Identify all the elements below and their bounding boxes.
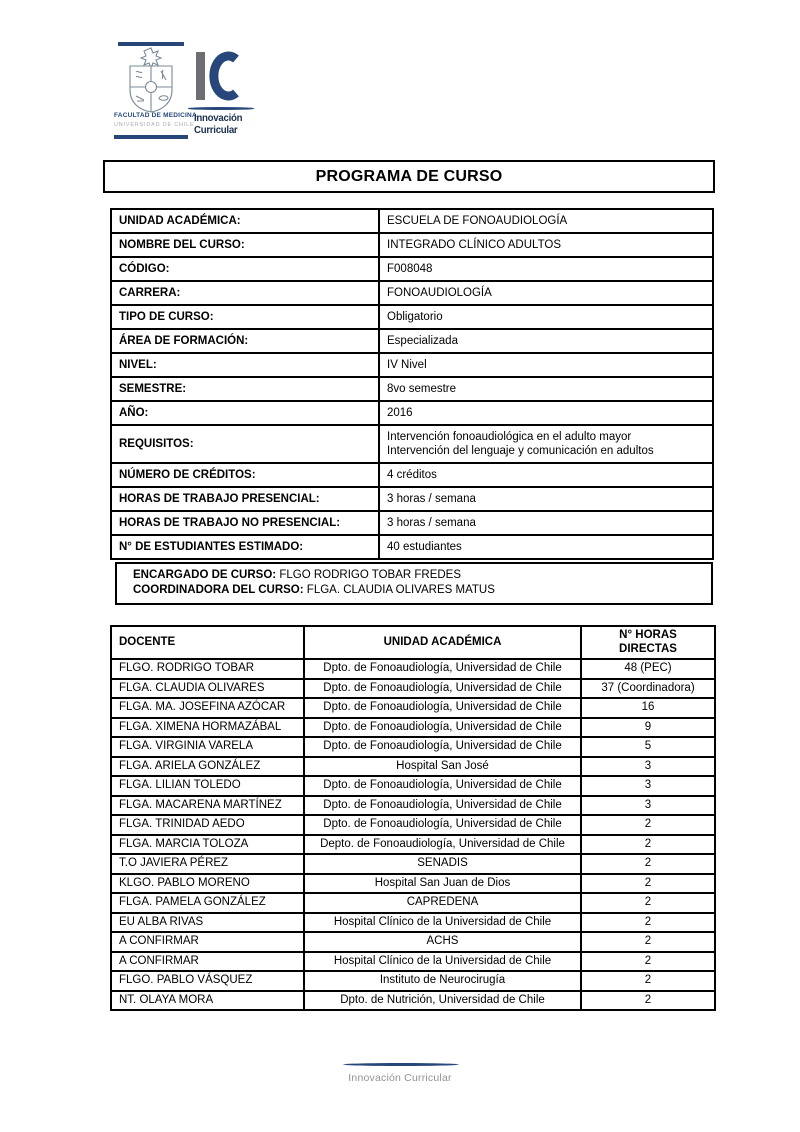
horas-cell: 2	[581, 932, 715, 952]
table-row	[111, 971, 715, 991]
info-label: N° DE ESTUDIANTES ESTIMADO:	[111, 535, 379, 559]
info-value: F008048	[379, 257, 713, 281]
table-row	[111, 991, 715, 1011]
info-label: HORAS DE TRABAJO PRESENCIAL:	[111, 487, 379, 511]
crest-university-label: UNIVERSIDAD DE CHILE	[114, 122, 195, 128]
info-label: HORAS DE TRABAJO NO PRESENCIAL:	[111, 511, 379, 535]
course-info-table	[110, 208, 714, 560]
encargado-line	[133, 568, 695, 583]
docente-cell: NT. OLAYA MORA	[111, 991, 304, 1011]
info-label: CARRERA:	[111, 281, 379, 305]
table-row	[111, 659, 715, 679]
horas-cell: 48 (PEC)	[581, 659, 715, 679]
table-row	[111, 913, 715, 933]
table-row	[111, 281, 713, 305]
ic-label-line2: Curricular	[194, 124, 238, 136]
docente-cell: FLGA. XIMENA HORMAZÁBAL	[111, 718, 304, 738]
requisito-line: Intervención fonoaudiológica en el adulto mayor	[387, 431, 632, 443]
ic-label-line1: Innovación	[194, 112, 243, 124]
info-label: NIVEL:	[111, 353, 379, 377]
unidad-cell: Depto. de Fonoaudiología, Universidad de Chile	[304, 835, 581, 855]
info-label: AÑO:	[111, 401, 379, 425]
horas-cell: 2	[581, 991, 715, 1011]
horas-cell: 3	[581, 757, 715, 777]
table-row	[111, 679, 715, 699]
info-label: NÚMERO DE CRÉDITOS:	[111, 463, 379, 487]
info-value: Obligatorio	[379, 305, 713, 329]
table-row	[111, 698, 715, 718]
coordinadora-value: FLGA. CLAUDIA OLIVARES MATUS	[306, 584, 495, 596]
table-row	[111, 511, 713, 535]
docente-cell: FLGA. MARCIA TOLOZA	[111, 835, 304, 855]
info-value: INTEGRADO CLÍNICO ADULTOS	[379, 233, 713, 257]
footer-divider-line	[343, 1063, 459, 1066]
unidad-cell: Dpto. de Fonoaudiología, Universidad de Chile	[304, 815, 581, 835]
docente-header: DOCENTE	[111, 626, 304, 659]
table-row	[111, 737, 715, 757]
info-label: CÓDIGO:	[111, 257, 379, 281]
table-row	[111, 257, 713, 281]
docente-cell: FLGA. TRINIDAD AEDO	[111, 815, 304, 835]
info-value: Especializada	[379, 329, 713, 353]
crest-bottom-bar	[114, 135, 188, 139]
docente-cell: FLGA. CLAUDIA OLIVARES	[111, 679, 304, 699]
table-row	[111, 401, 713, 425]
horas-cell: 9	[581, 718, 715, 738]
horas-cell: 2	[581, 893, 715, 913]
faculty-crest-icon	[114, 46, 188, 114]
encargado-label: ENCARGADO DE CURSO:	[133, 569, 277, 581]
table-row	[111, 535, 713, 559]
info-label: TIPO DE CURSO:	[111, 305, 379, 329]
info-label: ÁREA DE FORMACIÓN:	[111, 329, 379, 353]
docente-cell: FLGA. VIRGINIA VARELA	[111, 737, 304, 757]
table-row	[111, 776, 715, 796]
docente-cell: A CONFIRMAR	[111, 952, 304, 972]
table-row	[111, 815, 715, 835]
coordinadora-line	[133, 583, 695, 598]
unidad-cell: CAPREDENA	[304, 893, 581, 913]
table-row	[111, 487, 713, 511]
unidad-cell: Dpto. de Nutrición, Universidad de Chile	[304, 991, 581, 1011]
table-row	[111, 854, 715, 874]
docente-cell: A CONFIRMAR	[111, 932, 304, 952]
docente-cell: T.O JAVIERA PÉREZ	[111, 854, 304, 874]
faculty-crest-logo	[114, 40, 197, 142]
docente-cell: FLGO. RODRIGO TOBAR	[111, 659, 304, 679]
horas-cell: 2	[581, 874, 715, 894]
docente-cell: FLGA. ARIELA GONZÁLEZ	[111, 757, 304, 777]
horas-cell: 5	[581, 737, 715, 757]
table-row	[111, 425, 713, 463]
info-value: 3 horas / semana	[379, 511, 713, 535]
info-label: REQUISITOS:	[111, 425, 379, 463]
page-title: PROGRAMA DE CURSO	[103, 160, 715, 193]
ic-logo	[192, 48, 258, 140]
horas-cell: 2	[581, 913, 715, 933]
docente-cell: FLGA. PAMELA GONZÁLEZ	[111, 893, 304, 913]
table-row	[111, 952, 715, 972]
info-value: 2016	[379, 401, 713, 425]
horas-cell: 16	[581, 698, 715, 718]
info-value: 3 horas / semana	[379, 487, 713, 511]
info-label: SEMESTRE:	[111, 377, 379, 401]
table-row	[111, 305, 713, 329]
docente-cell: FLGA. MA. JOSEFINA AZÓCAR	[111, 698, 304, 718]
info-label: NOMBRE DEL CURSO:	[111, 233, 379, 257]
info-label: UNIDAD ACADÉMICA:	[111, 209, 379, 233]
ic-divider-line	[188, 107, 254, 110]
unidad-cell: Dpto. de Fonoaudiología, Universidad de Chile	[304, 679, 581, 699]
info-value: ESCUELA DE FONOAUDIOLOGÍA	[379, 209, 713, 233]
unidad-cell: Hospital Clínico de la Universidad de Chile	[304, 913, 581, 933]
requisito-line: Intervención del lenguaje y comunicación en adultos	[387, 445, 654, 457]
docente-cell: KLGO. PABLO MORENO	[111, 874, 304, 894]
docente-cell: EU ALBA RIVAS	[111, 913, 304, 933]
table-row	[111, 893, 715, 913]
unidad-cell: Dpto. de Fonoaudiología, Universidad de Chile	[304, 659, 581, 679]
horas-cell: 2	[581, 815, 715, 835]
info-value: 40 estudiantes	[379, 535, 713, 559]
unidad-cell: Hospital San Juan de Dios	[304, 874, 581, 894]
ic-letters-icon	[192, 48, 254, 106]
table-row	[111, 233, 713, 257]
docente-header-row	[111, 626, 715, 659]
table-row	[111, 329, 713, 353]
horas-cell: 37 (Coordinadora)	[581, 679, 715, 699]
docente-table	[110, 625, 716, 1011]
unidad-cell: Instituto de Neurocirugía	[304, 971, 581, 991]
unidad-cell: Dpto. de Fonoaudiología, Universidad de Chile	[304, 796, 581, 816]
table-row	[111, 835, 715, 855]
horas-cell: 2	[581, 835, 715, 855]
table-row	[111, 209, 713, 233]
table-row	[111, 463, 713, 487]
unidad-cell: Hospital Clínico de la Universidad de Chile	[304, 952, 581, 972]
unidad-header: UNIDAD ACADÉMICA	[304, 626, 581, 659]
course-staff-box	[115, 562, 713, 605]
docente-cell: FLGA. LILIAN TOLEDO	[111, 776, 304, 796]
table-row	[111, 874, 715, 894]
table-row	[111, 796, 715, 816]
table-row	[111, 718, 715, 738]
encargado-value: FLGO RODRIGO TOBAR FREDES	[279, 569, 462, 581]
info-value: 4 créditos	[379, 463, 713, 487]
unidad-cell: SENADIS	[304, 854, 581, 874]
info-value: IV Nivel	[379, 353, 713, 377]
horas-cell: 2	[581, 971, 715, 991]
crest-faculty-label: FACULTAD DE MEDICINA	[114, 112, 197, 119]
unidad-cell: Dpto. de Fonoaudiología, Universidad de Chile	[304, 776, 581, 796]
unidad-cell: Dpto. de Fonoaudiología, Universidad de Chile	[304, 737, 581, 757]
info-value: FONOAUDIOLOGÍA	[379, 281, 713, 305]
table-row	[111, 353, 713, 377]
table-row	[111, 757, 715, 777]
info-value: 8vo semestre	[379, 377, 713, 401]
coordinadora-label: COORDINADORA DEL CURSO:	[133, 584, 304, 596]
unidad-cell: Hospital San José	[304, 757, 581, 777]
horas-cell: 3	[581, 796, 715, 816]
unidad-cell: ACHS	[304, 932, 581, 952]
horas-header: N° HORAS DIRECTAS	[581, 626, 715, 659]
table-row	[111, 377, 713, 401]
unidad-cell: Dpto. de Fonoaudiología, Universidad de Chile	[304, 718, 581, 738]
horas-cell: 2	[581, 952, 715, 972]
horas-cell: 2	[581, 854, 715, 874]
horas-cell: 3	[581, 776, 715, 796]
footer-label: Innovación Curricular	[348, 1072, 452, 1084]
docente-cell: FLGO. PABLO VÁSQUEZ	[111, 971, 304, 991]
docente-cell: FLGA. MACARENA MARTÍNEZ	[111, 796, 304, 816]
table-row	[111, 932, 715, 952]
unidad-cell: Dpto. de Fonoaudiología, Universidad de Chile	[304, 698, 581, 718]
info-value	[379, 425, 713, 463]
